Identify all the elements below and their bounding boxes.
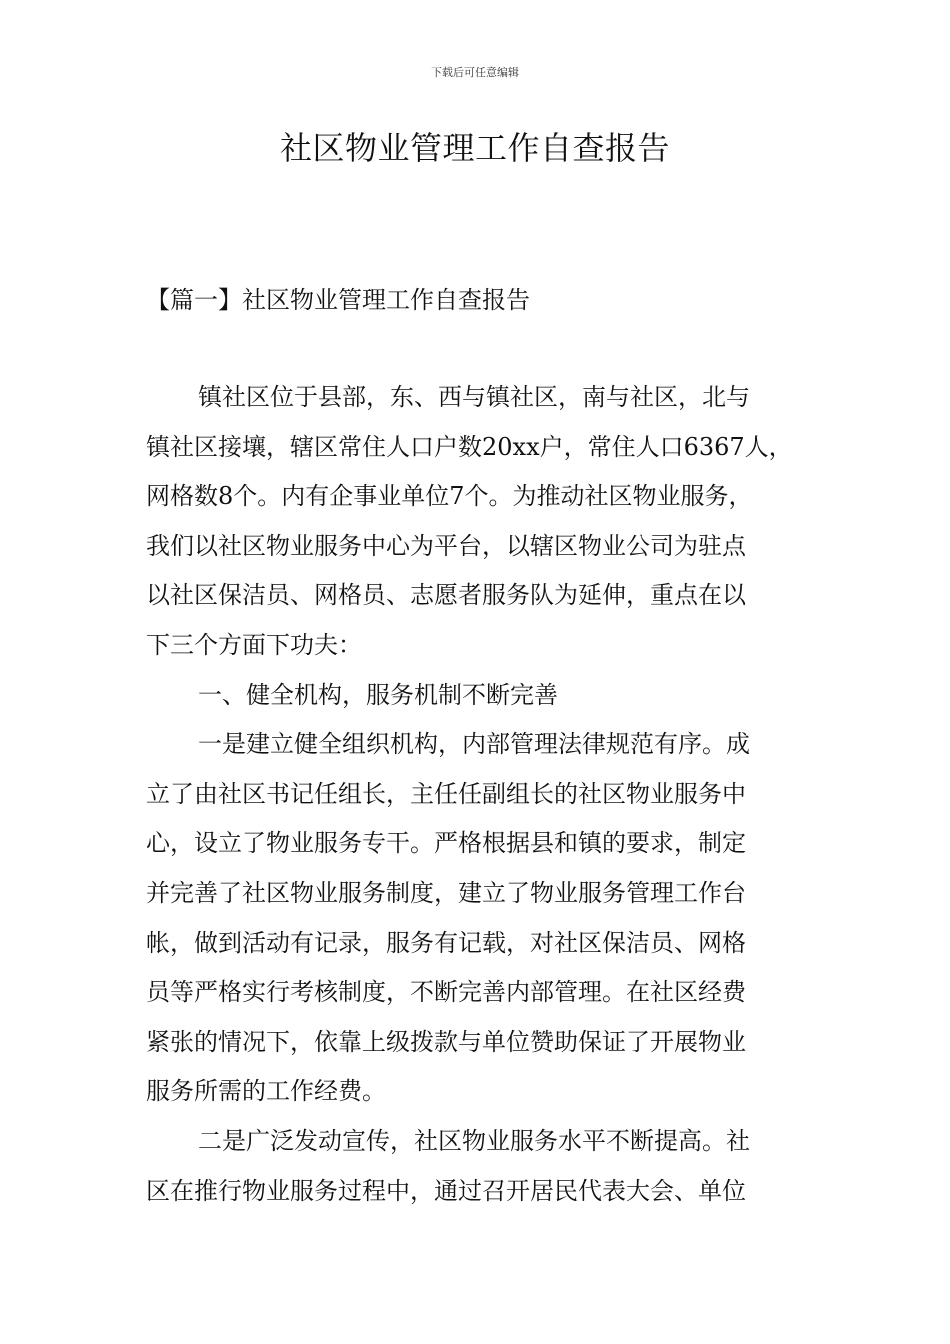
paragraph-line: 网格数8个。内有企事业单位7个。为推动社区物业服务， — [146, 482, 753, 511]
paragraph-line: 区在推行物业服务过程中，通过召开居民代表大会、单位 — [146, 1176, 746, 1205]
paragraph-line: 一是建立健全组织机构，内部管理法律规范有序。成 — [198, 730, 750, 759]
body-text — [146, 373, 822, 1216]
paragraph-line: 帐，做到活动有记录，服务有记载，对社区保洁员、网格 — [146, 928, 746, 957]
header-note: 下载后可任意编辑 — [431, 66, 519, 79]
paragraph-line: 下三个方面下功夫： — [146, 630, 362, 659]
paragraph-line: 以社区保洁员、网格员、志愿者服务队为延伸，重点在以 — [146, 581, 746, 610]
paragraph-line: 我们以社区物业服务中心为平台，以辖区物业公司为驻点 — [146, 531, 746, 560]
paragraph-line: 心，设立了物业服务专干。严格根据县和镇的要求，制定 — [146, 829, 746, 858]
document-title: 社区物业管理工作自查报告 — [279, 129, 670, 167]
section-heading: 【篇一】社区物业管理工作自查报告 — [146, 286, 530, 314]
paragraph-line: 员等严格实行考核制度，不断完善内部管理。在社区经费 — [146, 978, 746, 1007]
paragraph-line: 二是广泛发动宣传，社区物业服务水平不断提高。社 — [198, 1126, 750, 1155]
paragraph-line: 镇社区位于县部，东、西与镇社区，南与社区，北与 — [198, 383, 750, 411]
paragraph-line: 服务所需的工作经费。 — [146, 1077, 386, 1106]
subheading-line: 一、健全机构，服务机制不断完善 — [198, 680, 558, 709]
paragraph-line: 并完善了社区物业服务制度，建立了物业服务管理工作台 — [146, 878, 746, 907]
paragraph-line: 立了由社区书记任组长，主任任副组长的社区物业服务中 — [146, 779, 746, 808]
paragraph-line: 紧张的情况下，依靠上级拨款与单位赞助保证了开展物业 — [146, 1027, 746, 1056]
paragraph-line: 镇社区接壤，辖区常住人口户数20xx户，常住人口6367人， — [146, 432, 793, 461]
